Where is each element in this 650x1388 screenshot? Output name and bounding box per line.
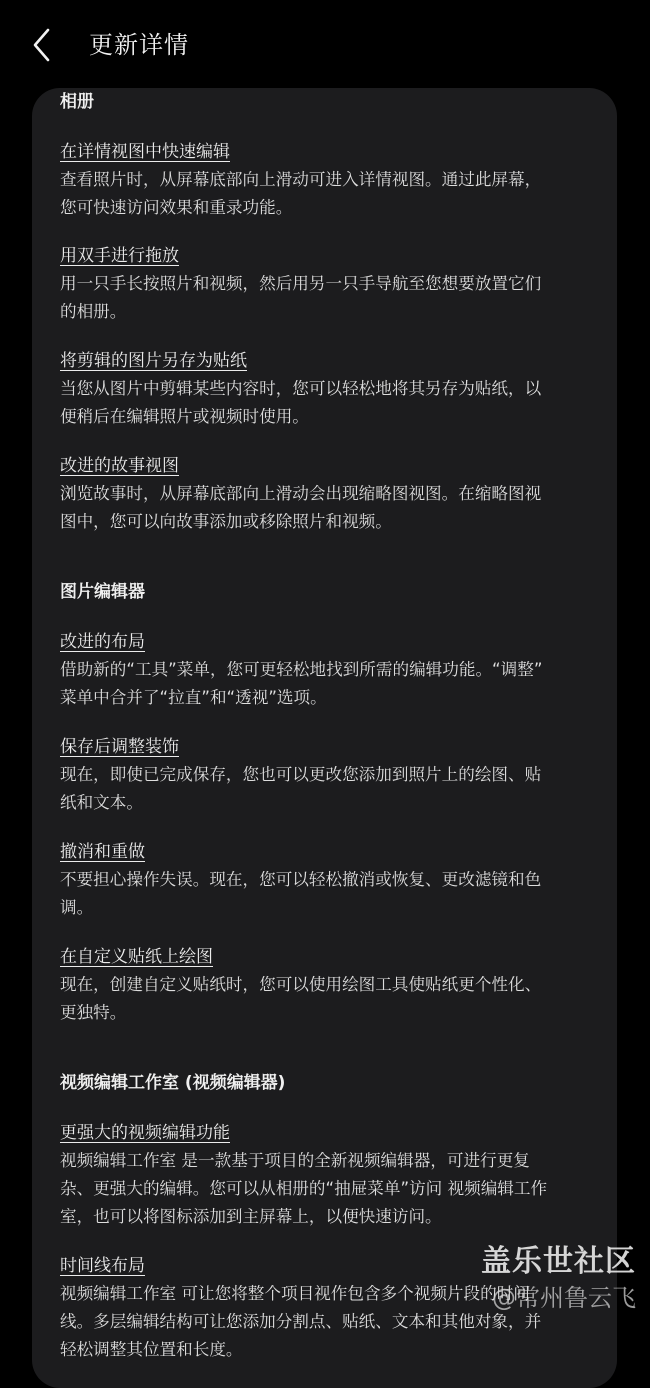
chevron-left-icon xyxy=(26,22,66,68)
page-title: 更新详情 xyxy=(89,31,189,59)
item-desc-line: 现在，创建自定义贴纸时，您可以使用绘图工具使贴纸更个性化、 xyxy=(60,975,542,994)
list-item xyxy=(60,347,590,431)
item-title-link[interactable]: 时间线布局 xyxy=(60,1256,145,1276)
list-item xyxy=(60,943,590,1027)
app-bar xyxy=(0,0,650,90)
section-photo-editor xyxy=(60,578,145,606)
item-desc-line: 图中，您可以向故事添加或移除照片和视频。 xyxy=(60,512,392,531)
list-item xyxy=(60,733,590,817)
section-title: 视频编辑工作室 (视频编辑器) xyxy=(60,1073,286,1093)
item-desc-line: 杂、更强大的编辑。您可以从相册的“抽屉菜单”访问 视频编辑工作 xyxy=(60,1179,548,1198)
list-item xyxy=(60,838,590,922)
item-desc-line: 您可快速访问效果和重录功能。 xyxy=(60,198,293,217)
item-desc-line: 线。多层编辑结构可让您添加分割点、贴纸、文本和其他对象，并 xyxy=(60,1312,542,1331)
item-desc-line: 现在，即使已完成保存，您也可以更改您添加到照片上的绘图、贴 xyxy=(60,765,542,784)
item-title-link[interactable]: 在自定义贴纸上绘图 xyxy=(60,947,213,967)
item-desc-line: 用一只手长按照片和视频，然后用另一只手导航至您想要放置它们 xyxy=(60,274,542,293)
list-item xyxy=(60,1119,590,1231)
item-desc-line: 当您从图片中剪辑某些内容时，您可以轻松地将其另存为贴纸，以 xyxy=(60,379,542,398)
section-gallery xyxy=(60,88,94,116)
item-title-link[interactable]: 在详情视图中快速编辑 xyxy=(60,142,230,162)
item-title-link[interactable]: 改进的布局 xyxy=(60,632,145,652)
item-title-link[interactable]: 用双手进行拖放 xyxy=(60,246,179,266)
section-title: 图片编辑器 xyxy=(60,582,145,602)
list-item xyxy=(60,138,590,222)
item-desc-line: 便稍后在编辑照片或视频时使用。 xyxy=(60,407,309,426)
list-item xyxy=(60,628,590,712)
item-desc-line: 视频编辑工作室 可让您将整个项目视作包含多个视频片段的时间 xyxy=(60,1284,530,1303)
watermark-title: 盖乐世社区 xyxy=(481,1244,636,1279)
watermark-author: @常州鲁云飞 xyxy=(492,1284,636,1312)
item-desc-line: 视频编辑工作室 是一款基于项目的全新视频编辑器，可进行更复 xyxy=(60,1151,530,1170)
section-video-studio xyxy=(60,1069,285,1097)
item-desc-line: 借助新的“工具”菜单，您可更轻松地找到所需的编辑功能。“调整” xyxy=(60,660,543,679)
item-desc-line: 室，也可以将图标添加到主屏幕上，以便快速访问。 xyxy=(60,1207,442,1226)
item-title-link[interactable]: 将剪辑的图片另存为贴纸 xyxy=(60,351,247,371)
item-desc-line: 纸和文本。 xyxy=(60,793,143,812)
item-desc-line: 更独特。 xyxy=(60,1003,127,1022)
item-title-link[interactable]: 改进的故事视图 xyxy=(60,456,179,476)
item-title-link[interactable]: 保存后调整装饰 xyxy=(60,737,179,757)
item-desc-line: 浏览故事时，从屏幕底部向上滑动会出现缩略图视图。在缩略图视 xyxy=(60,484,542,503)
update-details-card[interactable] xyxy=(32,88,617,1388)
list-item xyxy=(60,452,590,536)
section-title: 相册 xyxy=(60,92,94,112)
item-desc-line: 不要担心操作失误。现在，您可以轻松撤消或恢复、更改滤镜和色 xyxy=(60,870,542,889)
item-desc-line: 轻松调整其位置和长度。 xyxy=(60,1340,243,1359)
item-title-link[interactable]: 撤消和重做 xyxy=(60,842,145,862)
list-item xyxy=(60,242,590,326)
list-item xyxy=(60,1252,590,1364)
item-desc-line: 调。 xyxy=(60,898,94,917)
back-button[interactable] xyxy=(26,22,66,68)
item-desc-line: 菜单中合并了“拉直”和“透视”选项。 xyxy=(60,688,327,707)
item-desc-line: 的相册。 xyxy=(60,302,127,321)
item-title-link[interactable]: 更强大的视频编辑功能 xyxy=(60,1123,230,1143)
item-desc-line: 查看照片时，从屏幕底部向上滑动可进入详情视图。通过此屏幕， xyxy=(60,170,542,189)
